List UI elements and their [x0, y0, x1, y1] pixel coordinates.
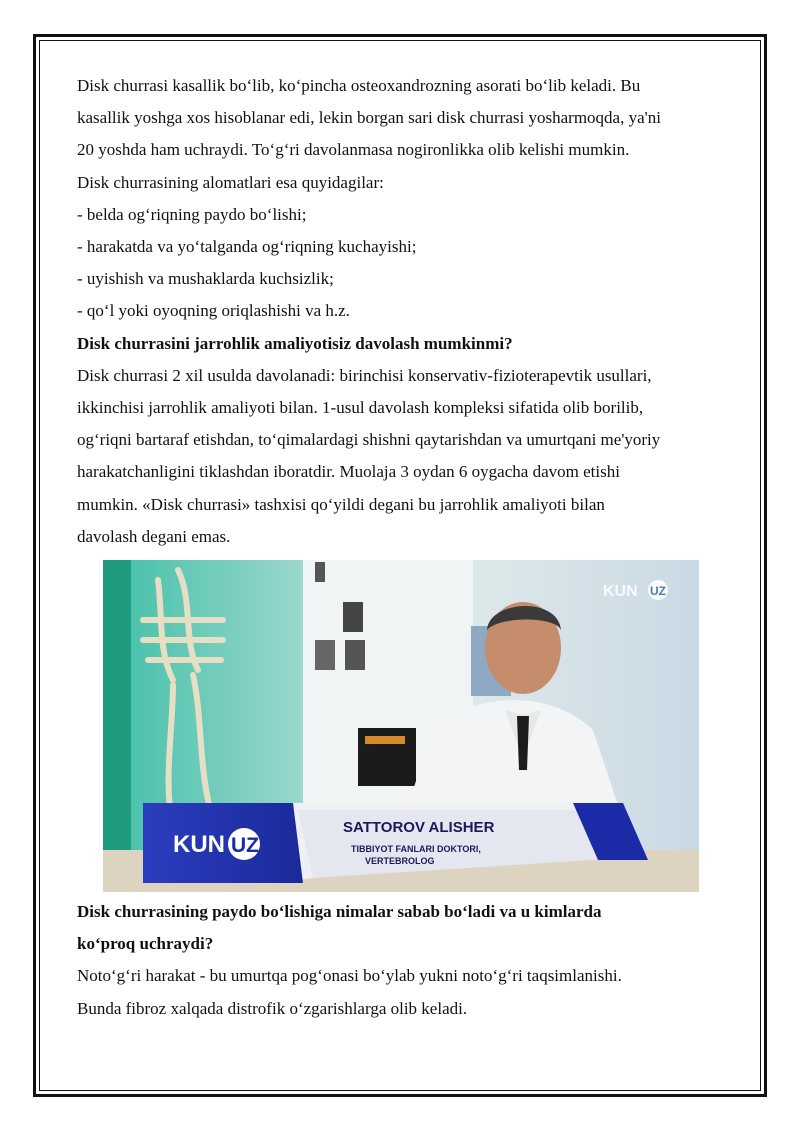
paragraph: og‘riqni bartaraf etishdan, to‘qimalardagi shishni qaytarishdan va umurtqani me'yoriy [77, 430, 661, 450]
corner-logo-badge: UZ [650, 584, 666, 599]
person-name: SATTOROV ALISHER [343, 819, 495, 837]
section-heading: Disk churrasining paydo bo‘lishiga nimalar sabab bo‘ladi va u kimlarda [77, 902, 602, 922]
list-item: - harakatda va yo‘talganda og‘riqning kuchayishi; [77, 237, 417, 257]
paragraph: Disk churrasining alomatlari esa quyidagilar: [77, 172, 384, 192]
paragraph: mumkin. «Disk churrasi» tashxisi qo‘yildi degani bu jarrohlik amaliyoti bilan [77, 494, 605, 514]
banner-logo-text: KUN [173, 831, 225, 859]
list-item: - uyishish va mushaklarda kuchsizlik; [77, 269, 334, 289]
paragraph: kasallik yoshga xos hisoblanar edi, lekin borgan sari disk churrasi yosharmoqda, ya'ni [77, 108, 661, 128]
corner-logo-text: KUN [603, 583, 638, 601]
paragraph: harakatchanligini tiklashdan iboratdir. Muolaja 3 oydan 6 oygacha davom etishi [77, 462, 620, 482]
interview-photo [103, 560, 699, 892]
list-item: - qo‘l yoki oyoqning oriqlashishi va h.z. [77, 301, 350, 321]
banner-logo-badge: UZ [231, 834, 259, 858]
paragraph: Disk churrasi 2 xil usulda davolanadi: birinchisi konservativ-fizioterapevtik usullari, [77, 365, 652, 385]
list-item: - belda og‘riqning paydo bo‘lishi; [77, 204, 307, 224]
document-body [77, 70, 737, 1025]
person-title-line2: VERTEBROLOG [365, 856, 435, 867]
paragraph: Noto‘g‘ri harakat - bu umurtqa pog‘onasi bo‘ylab yukni noto‘g‘ri taqsimlanishi. [77, 966, 622, 986]
paragraph: 20 yoshda ham uchraydi. To‘g‘ri davolanmasa nogironlikka olib kelishi mumkin. [77, 140, 630, 160]
paragraph: Disk churrasi kasallik bo‘lib, ko‘pincha osteoxandrozning asorati bo‘lib keladi. Bu [77, 76, 641, 95]
paragraph: ikkinchisi jarrohlik amaliyoti bilan. 1-usul davolash kompleksi sifatida olib borilib, [77, 398, 644, 418]
section-heading: Disk churrasini jarrohlik amaliyotisiz davolash mumkinmi? [77, 333, 513, 353]
section-heading-cont: ko‘proq uchraydi? [77, 934, 214, 954]
paragraph: davolash degani emas. [77, 526, 231, 546]
person-title-line1: TIBBIYOT FANLARI DOKTORI, [351, 844, 481, 855]
paragraph: Bunda fibroz xalqada distrofik o‘zgarishlarga olib keladi. [77, 998, 468, 1018]
